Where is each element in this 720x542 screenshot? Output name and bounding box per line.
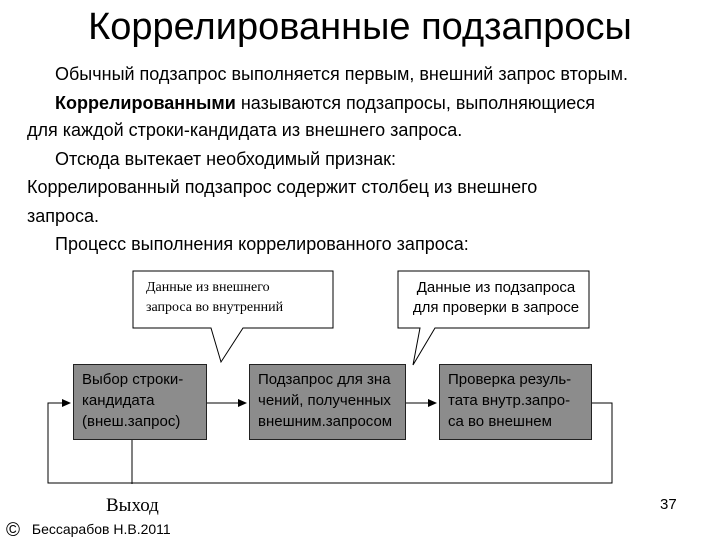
process-box-subquery: [249, 364, 406, 440]
footer-author: Бессарабов Н.В.2011: [31, 521, 171, 537]
footer: [6, 520, 171, 542]
process-box-select-row: [73, 364, 207, 440]
box3-line1: Проверка резуль-: [448, 371, 572, 388]
box3-line3: са во внешнем: [448, 413, 552, 430]
callout-left-line2: запроса во внутренний: [146, 300, 284, 315]
paragraph-2-line2: для каждой строки-кандидата из внешнего запроса.: [27, 120, 463, 140]
term-bold: Коррелированными: [55, 93, 236, 113]
paragraph-4-line2: запроса.: [27, 206, 100, 226]
box2-line1: Подзапрос для зна: [258, 371, 391, 388]
paragraph-5: Процесс выполнения коррелированного запроса:: [55, 234, 469, 254]
page-number: 37: [660, 496, 677, 513]
process-box-check-result: [439, 364, 592, 440]
box3-line2: тата внутр.запро-: [448, 392, 571, 409]
paragraph-4-line1: Коррелированный подзапрос содержит столбец из внешнего: [27, 177, 538, 197]
box1-line3: (внеш.запрос): [82, 413, 181, 430]
paragraph-3: Отсюда вытекает необходимый признак:: [55, 149, 397, 169]
slide-title: Коррелированные подзапросы: [88, 6, 632, 48]
paragraph-2-rest: называются подзапросы, выполняющиеся: [235, 93, 596, 113]
box1-line2: кандидата: [82, 392, 155, 409]
callout-left-line1: Данные из внешнего: [146, 280, 270, 295]
box2-line2: чений, полученных: [258, 392, 391, 409]
exit-label: Выход: [106, 495, 159, 516]
copyright-icon: ©: [6, 520, 20, 541]
box2-line3: внешним.запросом: [258, 413, 393, 430]
callout-right-text: [406, 278, 586, 318]
callout-right-line1: Данные из подзапроса: [416, 279, 576, 296]
paragraph-1: Обычный подзапрос выполняется первым, внешний запрос вторым.: [55, 64, 628, 84]
box1-line1: Выбор строки-: [82, 371, 184, 388]
callout-right-line2: для проверки в запросе: [412, 299, 580, 316]
callout-left-text: [146, 278, 283, 318]
